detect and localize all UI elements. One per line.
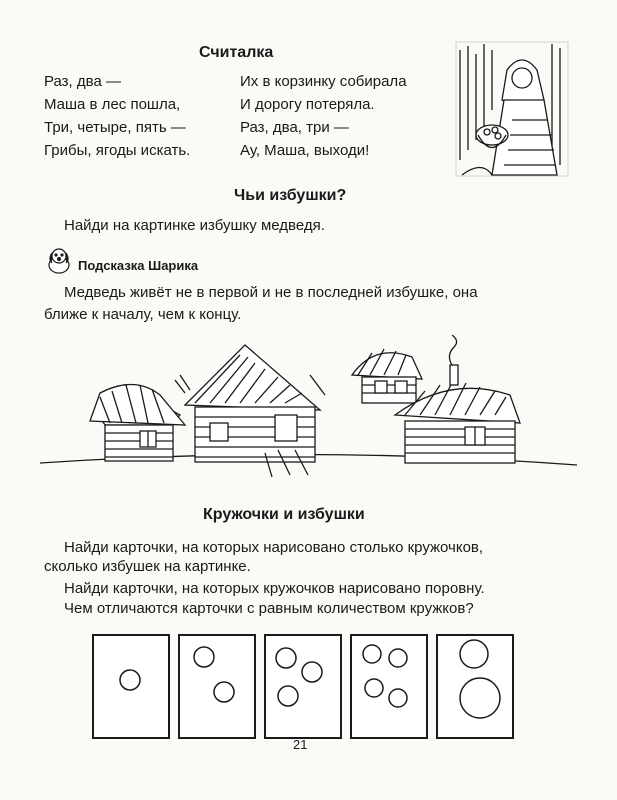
- circles-text-line-3: Найди карточки, на которых кружочков нарисовано поровну.: [64, 580, 485, 597]
- masha-with-basket-illustration: [452, 40, 572, 180]
- card-circle: [460, 640, 488, 668]
- rhyme-right-line-1: Их в корзинку собирала: [240, 73, 407, 90]
- circle-card-1: [92, 634, 170, 739]
- huts-task-text: Найди на картинке избушку медведя.: [64, 217, 325, 234]
- rhyme-left-line-1: Раз, два —: [44, 73, 121, 90]
- card-circle: [460, 678, 500, 718]
- hut-2: [175, 345, 325, 477]
- hut-1: [90, 384, 185, 461]
- page-number: 21: [293, 737, 308, 752]
- circle-card-2: [178, 634, 256, 739]
- circles-text-line-4: Чем отличаются карточки с равным количеством кружков?: [64, 600, 474, 617]
- circles-section-title: Кружочки и избушки: [203, 506, 365, 523]
- rhyme-right-line-3: Раз, два, три —: [240, 119, 349, 136]
- rhyme-left-line-3: Три, четыре, пять —: [44, 119, 186, 136]
- circles-text-line-2: сколько избушек на картинке.: [44, 558, 251, 575]
- hint-label: Подсказка Шарика: [78, 258, 199, 273]
- card-circle: [278, 686, 298, 706]
- circle-card-4: [350, 634, 428, 739]
- rhyme-right-line-2: И дорогу потеряла.: [240, 96, 375, 113]
- hut-3: [352, 349, 422, 403]
- huts-illustration: [40, 335, 577, 485]
- circle-card-5: [436, 634, 514, 739]
- circle-card-3: [264, 634, 342, 739]
- card-circle: [214, 682, 234, 702]
- rhyme-title: Считалка: [199, 44, 274, 61]
- card-circle: [120, 670, 140, 690]
- dog-sharik-icon: [44, 245, 74, 275]
- card-circle: [194, 647, 214, 667]
- huts-section-title: Чьи избушки?: [234, 187, 347, 204]
- card-circle: [276, 648, 296, 668]
- rhyme-left-line-2: Маша в лес пошла,: [44, 96, 181, 113]
- card-circle: [365, 679, 383, 697]
- card-circle: [389, 649, 407, 667]
- hint-text-line-2: ближе к началу, чем к концу.: [44, 306, 242, 323]
- card-circle: [389, 689, 407, 707]
- card-circle: [302, 662, 322, 682]
- rhyme-left-line-4: Грибы, ягоды искать.: [44, 142, 191, 159]
- card-circle: [363, 645, 381, 663]
- circles-text-line-1: Найди карточки, на которых нарисовано столько кружочков,: [64, 539, 484, 556]
- hint-text-line-1: Медведь живёт не в первой и не в последней избушке, она: [64, 284, 478, 301]
- rhyme-right-line-4: Ау, Маша, выходи!: [240, 142, 370, 159]
